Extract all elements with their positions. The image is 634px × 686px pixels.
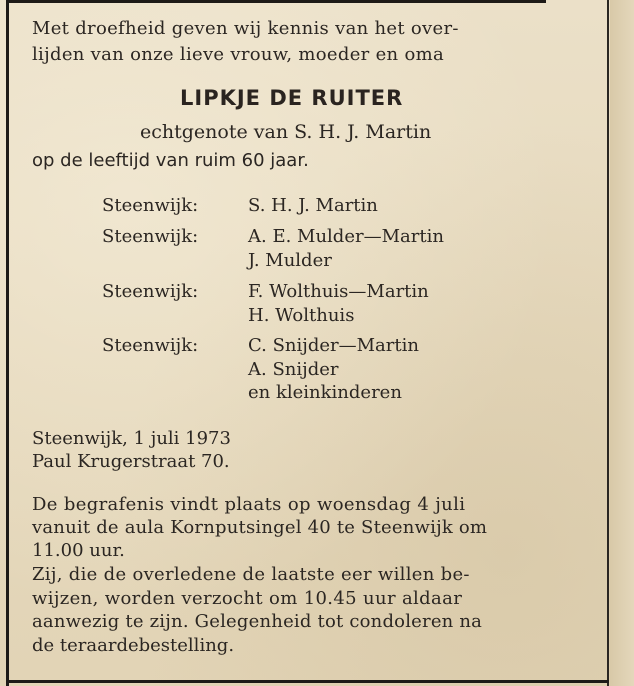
deceased-name: LIPKJE DE RUITER [180,86,404,110]
family-name-4b: A. Snijder [248,359,339,380]
address: Paul Krugerstraat 70. [32,451,230,472]
border-top [6,0,546,3]
intro-line-1: Met droefheid geven wij kennis van het over- [32,18,459,39]
condolence-line-3: aanwezig te zijn. Gelegenheid tot condoleren na [32,611,483,632]
family-name-1a: S. H. J. Martin [248,195,378,216]
funeral-line-1: De begrafenis vindt plaats op woensdag 4 juli [32,494,466,515]
family-name-4a: C. Snijder—Martin [248,335,419,356]
age-line: op de leeftijd van ruim 60 jaar. [32,150,309,171]
funeral-line-2: vanuit de aula Kornputsingel 40 te Steenwijk om [32,517,488,538]
family-name-3a: F. Wolthuis—Martin [248,281,429,302]
family-city-1: Steenwijk: [102,195,199,216]
border-bottom [6,680,609,683]
family-name-4c: en kleinkinderen [248,382,402,403]
funeral-line-3: 11.00 uur. [32,540,125,561]
border-left [6,0,9,686]
family-name-2b: J. Mulder [248,250,332,271]
family-city-4: Steenwijk: [102,335,199,356]
family-name-3b: H. Wolthuis [248,305,355,326]
intro-line-2: lijden van onze lieve vrouw, moeder en oma [32,44,444,65]
condolence-line-2: wijzen, worden verzocht om 10.45 uur aldaar [32,588,463,609]
condolence-line-1: Zij, die de overledene de laatste eer willen be- [32,564,470,585]
condolence-line-4: de teraardebestelling. [32,635,235,656]
place-date: Steenwijk, 1 juli 1973 [32,428,231,449]
family-name-2a: A. E. Mulder—Martin [248,226,444,247]
spouse-line: echtgenote van S. H. J. Martin [140,121,432,143]
family-city-2: Steenwijk: [102,226,199,247]
family-city-3: Steenwijk: [102,281,199,302]
border-right [607,0,609,686]
adjacent-column-strip [610,0,634,686]
